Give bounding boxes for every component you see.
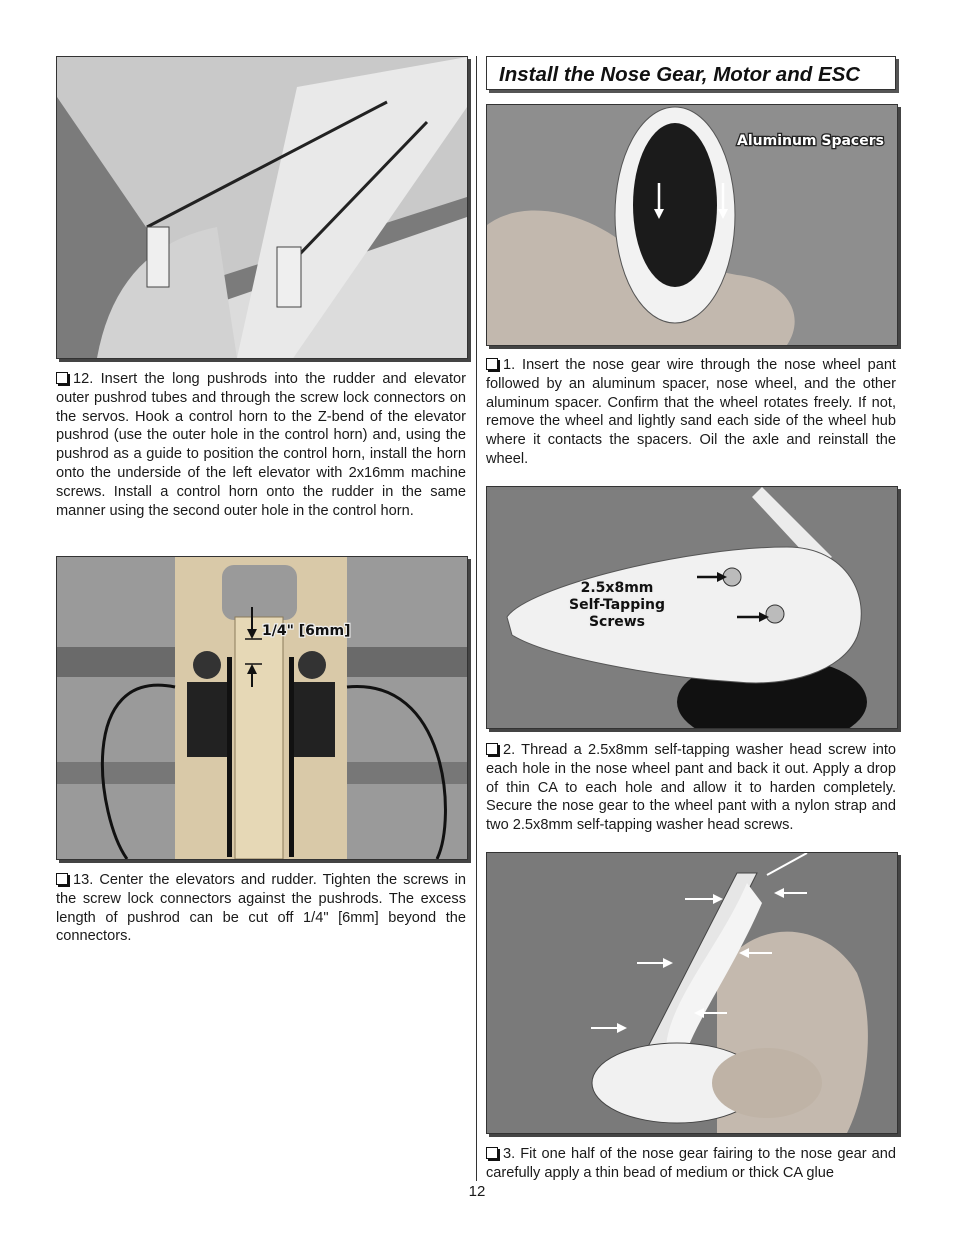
step-1-text: 1. Insert the nose gear wire through the nose wheel pant followed by an aluminum spacer, nose wheel, and the other aluminum spacer. Confirm that the wheel rotates freely. If not, remove the wheel and lightly sand each side of the wheel hub where it contacts the spacers. Oil the axle and reinstall the wheel. [486,357,896,467]
wheel-pant-screws-photo [486,486,898,729]
screws-callout-line3: Screws [588,614,646,630]
step-2-text: 2. Thread a 2.5x8mm self-tapping washer head screw into each hole in the nose wheel pant and back it out. Apply a drop of thin CA to each hole and allow it to harden completely. Secure the nose gear to the wheel pant with a nylon strap and two 2.5x8mm self-tapping washer head screws. [486,742,896,834]
tail-pushrods-photo [56,56,468,359]
measure-callout: 1/4" [6mm] [262,623,351,639]
checkbox-icon[interactable] [56,873,68,885]
column-divider [476,56,477,1181]
spacers-callout: Aluminum Spacers [737,133,884,149]
checkbox-icon[interactable] [486,358,498,370]
step-13-text: 13. Center the elevators and rudder. Tighten the screws in the screw lock connectors against the pushrods. The excess length of pushrod can be cut off 1/4" [6mm] beyond the connectors. [56,872,466,945]
checkbox-icon[interactable] [486,743,498,755]
step-12-text: 12. Insert the long pushrods into the rudder and elevator outer pushrod tubes and through the screw lock connectors on the servos. Hook a control horn to the Z-bend of the elevator pushrod (use the outer hole in the control horn) and, using the pushrod as a guide to position the control horn, install the horn onto the underside of the left elevator with 2x16mm machine screws. Install a control horn onto the rudder in the same manner using the second outer hole in the control horn. [56,371,466,519]
fairing-glue-photo [486,852,898,1134]
checkbox-icon[interactable] [486,1147,498,1159]
screws-callout-line2: Self-Tapping [569,597,665,613]
servo-tray-photo [56,556,468,860]
section-title: Install the Nose Gear, Motor and ESC [499,63,861,86]
nose-wheel-spacers-photo [486,104,898,346]
checkbox-icon[interactable] [56,372,68,384]
section-title-box [486,56,896,90]
screws-callout-line1: 2.5x8mm [580,580,654,596]
page-number: 12 [468,1183,486,1200]
step-3-text: 3. Fit one half of the nose gear fairing to the nose gear and carefully apply a thin bead of medium or thick CA glue [486,1146,896,1181]
